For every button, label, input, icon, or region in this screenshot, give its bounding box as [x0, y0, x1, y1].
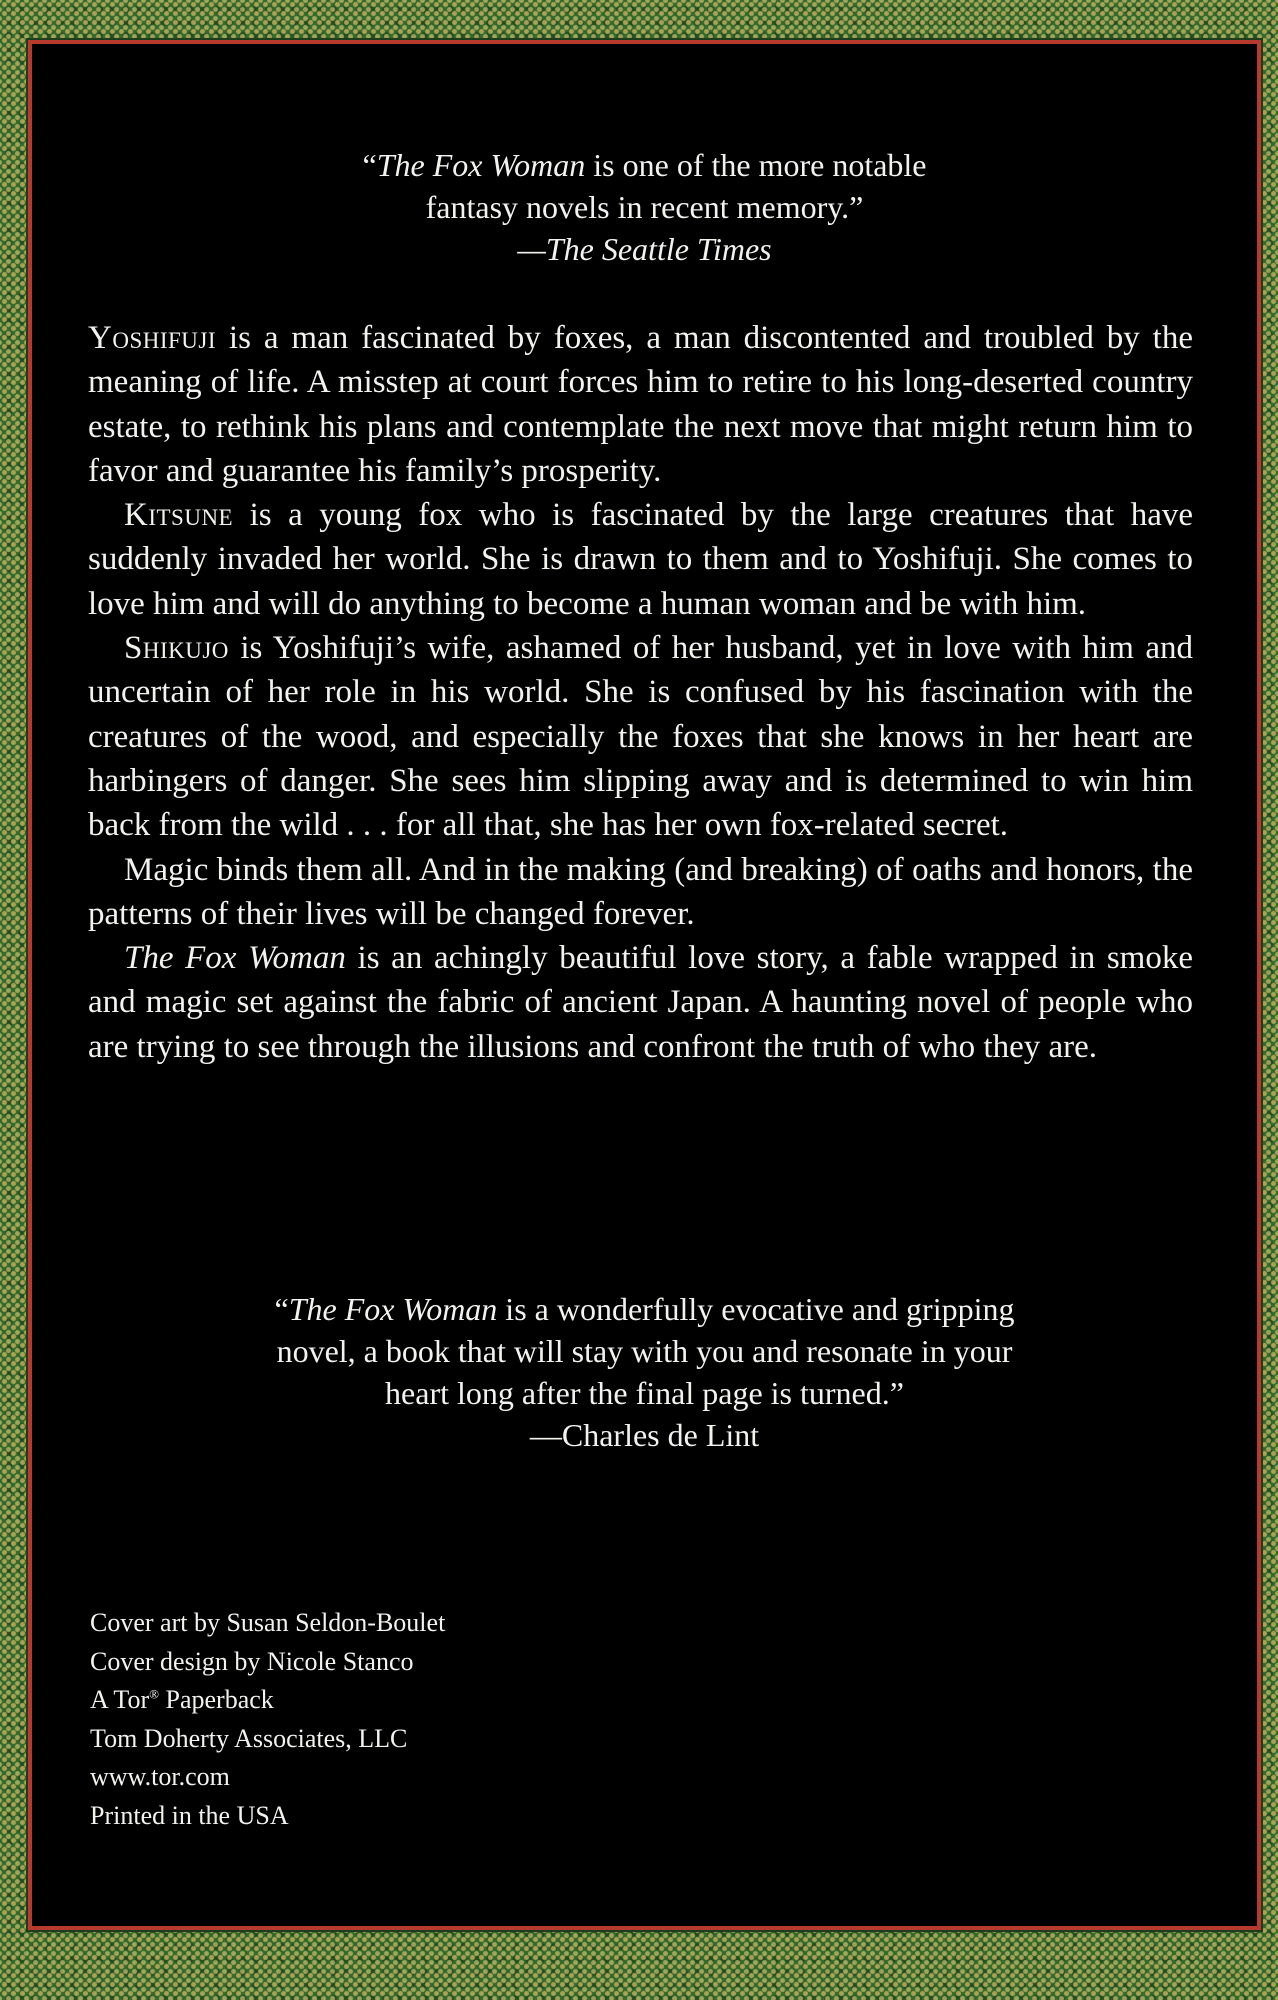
imprint-line: A Tor® Paperback — [90, 1685, 274, 1714]
cover-art-credit: Cover art by Susan Seldon-Boulet — [90, 1608, 446, 1637]
book-title: The Fox Woman — [288, 1291, 498, 1327]
character-name: Yoshifuji — [88, 320, 217, 356]
publisher-website: www.tor.com — [90, 1762, 230, 1791]
blurb-line: “The Fox Woman is a wonderfully evocative and gripping — [274, 1291, 1015, 1327]
synopsis-paragraph-magic: Magic binds them all. And in the making (and breaking) of oaths and honors, the patterns of their lives will be changed forever. — [88, 851, 1193, 932]
blurb-line: fantasy novels in recent memory.” — [425, 189, 864, 225]
book-title: The Fox Woman — [124, 940, 346, 977]
publisher-name: Tom Doherty Associates, LLC — [90, 1723, 408, 1753]
synopsis — [88, 316, 1193, 1069]
blurb-line: heart long after the final page is turned.” — [385, 1375, 904, 1411]
synopsis-paragraph-shikujo: Shikujo is Yoshifuji’s wife, ashamed of her husband, yet in love with him and uncertain of her role in his world. She is confused by his fascination with the creatures of the wood, and especially the foxes that she knows in her heart are harbingers of danger. She sees him slipping away and is determined to win him back from the wild . . . for all that, she has her own fox-related secret. — [88, 630, 1193, 844]
blurb-quote-de-lint — [92, 1288, 1197, 1456]
synopsis-paragraph-summary: The Fox Woman is an achingly beautiful love story, a fable wrapped in smoke and magic set against the fabric of ancient Japan. A haunting novel of people who are trying to see through the illusions and confront the truth of who they are. — [88, 940, 1193, 1065]
character-name: Kitsune — [124, 497, 234, 534]
back-cover-panel — [28, 40, 1261, 1930]
synopsis-paragraph-kitsune: Kitsune is a young fox who is fascinated by the large creatures that have suddenly invaded her world. She is drawn to them and to Yoshifuji. She comes to love him and will do anything to become a human woman and be with him. — [88, 497, 1193, 622]
cover-design-credit: Cover design by Nicole Stanco — [90, 1646, 414, 1676]
registered-mark: ® — [149, 1686, 159, 1702]
printed-location: Printed in the USA — [90, 1800, 289, 1830]
publishing-credits — [90, 1604, 445, 1835]
synopsis-paragraph-yoshifuji: Yoshifuji is a man fascinated by foxes, a man discontented and troubled by the meaning of life. A misstep at court forces him to retire to his long-deserted country estate, to rethink his plans and contemplate the next move that might return him to favor and guarantee his family’s prosperity. — [88, 320, 1193, 489]
book-title: The Fox Woman — [376, 147, 586, 183]
blurb-line: “The Fox Woman is one of the more notable — [362, 147, 927, 183]
blurb-line: novel, a book that will stay with you and resonate in your — [276, 1333, 1013, 1369]
blurb-quote-seattle-times — [92, 144, 1197, 270]
blurb-attribution: —The Seattle Times — [517, 231, 772, 267]
blurb-attribution: —Charles de Lint — [529, 1417, 760, 1453]
character-name: Shikujo — [124, 630, 229, 667]
